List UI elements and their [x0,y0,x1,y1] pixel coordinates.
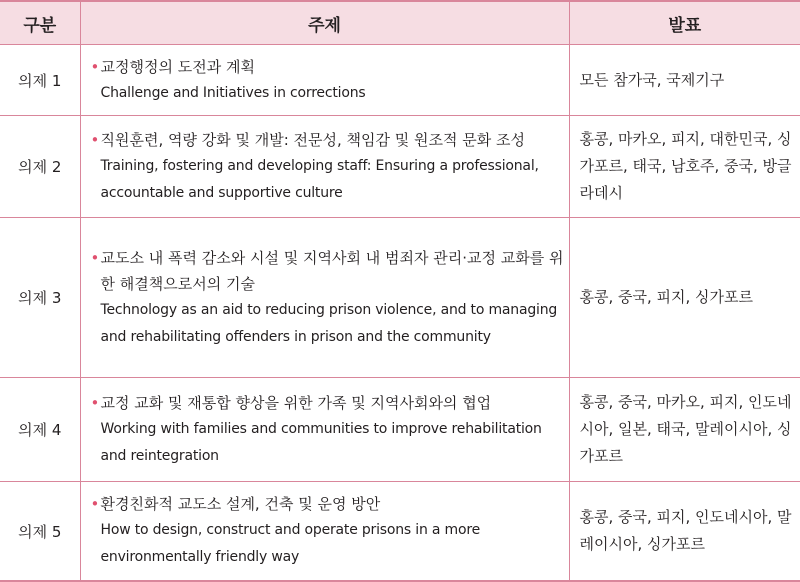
topic-cell [80,482,569,582]
presenters-cell: 홍콩, 마카오, 피지, 대한민국, 싱가포르, 태국, 남호주, 중국, 방글라데시 [569,116,800,218]
topic-korean: • 교정 교화 및 재통합 향상을 위한 가족 및 지역사회와의 협업 [91,390,565,416]
topic-korean: • 교도소 내 폭력 감소와 시설 및 지역사회 내 범죄자 관리·교정 교화를 위한 해결책으로서의 기술 [91,245,565,297]
topic-english: Challenge and Initiatives in corrections [100,84,366,101]
bullet-icon: • [90,57,100,76]
table-row [0,378,800,482]
agenda-label: 의제 2 [0,116,80,218]
bullet-icon: • [90,393,100,412]
topic-english: Training, fostering and developing staff: Ensuring a professional, accountable and supportive culture [100,157,539,201]
topic-korean: • 환경친화적 교도소 설계, 건축 및 운영 방안 [91,491,565,517]
presenters-cell: 모든 참가국, 국제기구 [569,45,800,116]
presenters-cell: 홍콩, 중국, 피지, 싱가포르 [569,218,800,378]
header-category: 구분 [0,1,80,45]
table-row [0,116,800,218]
agenda-label: 의제 1 [0,45,80,116]
bullet-icon: • [90,495,100,513]
topic-cell [80,116,569,218]
agenda-label: 의제 5 [0,482,80,582]
bullet-icon: • [90,130,100,149]
presenters-cell: 홍콩, 중국, 피지, 인도네시아, 말레이시아, 싱가포르 [569,482,800,582]
agenda-label: 의제 3 [0,218,80,378]
presenters-cell: 홍콩, 중국, 마카오, 피지, 인도네시아, 일본, 태국, 말레이시아, 싱가포르 [569,378,800,482]
topic-korean: • 교정행정의 도전과 계획 [91,54,565,80]
topic-english: How to design, construct and operate prisons in a more environmentally friendly way [100,522,480,565]
agenda-label: 의제 4 [0,378,80,482]
topic-korean: • 직원훈련, 역량 강화 및 개발: 전문성, 책임감 및 원조적 문화 조성 [91,127,565,153]
topic-english: Technology as an aid to reducing prison violence, and to managing and rehabilitating offenders in prison and the community [100,301,558,345]
bullet-icon: • [90,248,100,267]
topic-cell [80,378,569,482]
header-row [0,1,800,45]
topic-cell [80,218,569,378]
topic-cell [80,45,569,116]
topic-english: Working with families and communities to improve rehabilitation and reintegration [100,420,542,464]
table-row [0,482,800,582]
table-row [0,218,800,378]
header-topic: 주제 [80,1,569,45]
header-presentation: 발표 [569,1,800,45]
table-row [0,45,800,116]
